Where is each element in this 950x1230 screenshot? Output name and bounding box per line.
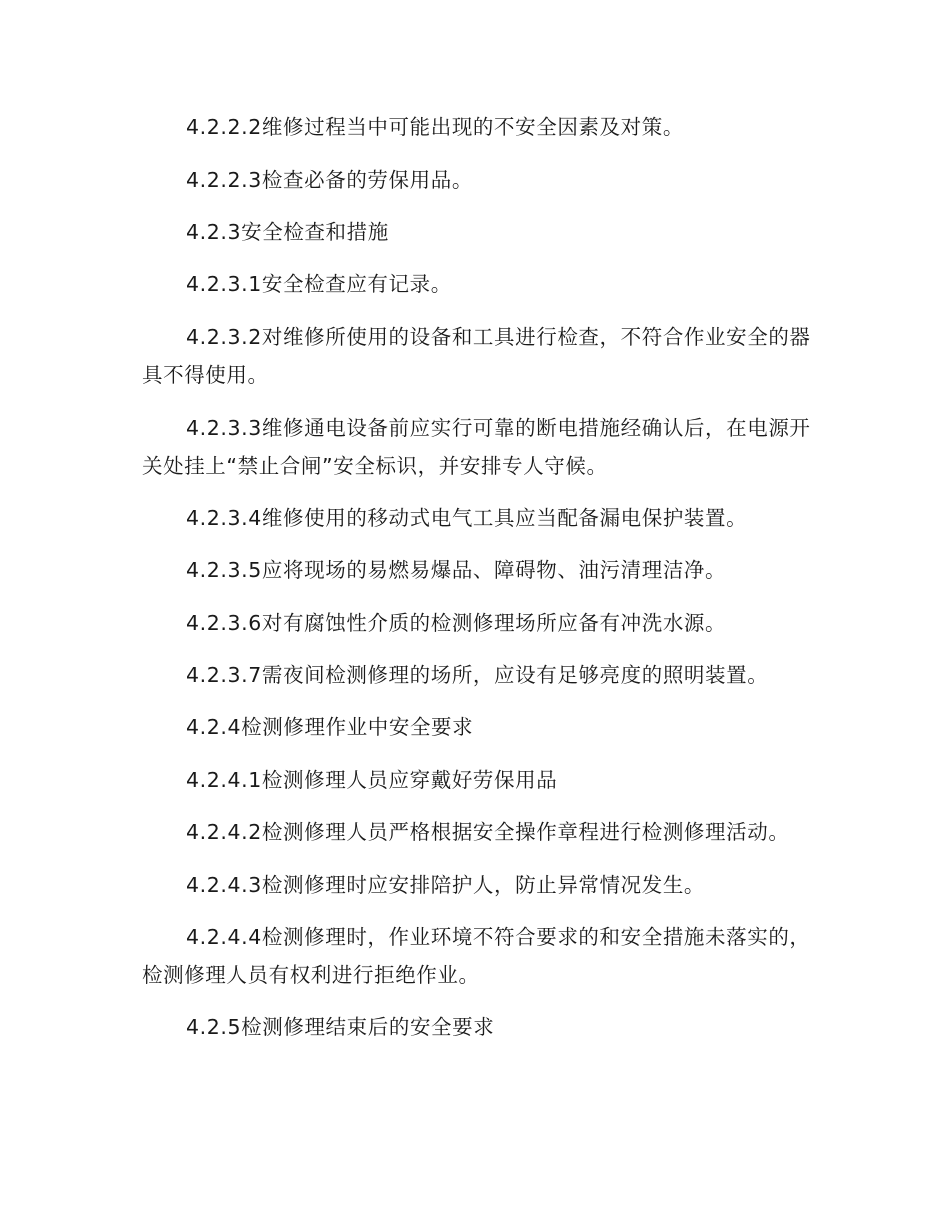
paragraph-4-2-4-3: 4.2.4.3检测修理时应安排陪护人，防止异常情况发生。 [186, 873, 706, 897]
paragraph-4-2-3-3: 4.2.3.3维修通电设备前应实行可靠的断电措施经确认后，在电源开关处挂上“禁止合闸”安全标识，并安排专人守候。 [142, 416, 811, 478]
heading-4-2-5: 4.2.5检测修理结束后的安全要求 [186, 1015, 495, 1039]
paragraph-4-2-2-2: 4.2.2.2维修过程当中可能出现的不安全因素及对策。 [186, 115, 684, 139]
paragraph-4-2-4-4: 4.2.4.4检测修理时，作业环境不符合要求的和安全措施未落实的，检测修理人员有权利进行拒绝作业。 [142, 925, 811, 987]
paragraph-4-2-4-2: 4.2.4.2检测修理人员严格根据安全操作章程进行检测修理活动。 [186, 820, 790, 844]
paragraph-4-2-2-3: 4.2.2.3检查必备的劳保用品。 [186, 168, 473, 192]
paragraph-4-2-3-2: 4.2.3.2对维修所使用的设备和工具进行检查，不符合作业安全的器具不得使用。 [142, 325, 811, 387]
heading-4-2-4: 4.2.4检测修理作业中安全要求 [186, 715, 474, 739]
paragraph-4-2-3-1: 4.2.3.1安全检查应有记录。 [186, 272, 452, 296]
paragraph-4-2-3-7: 4.2.3.7需夜间检测修理的场所，应设有足够亮度的照明装置。 [186, 663, 769, 687]
heading-4-2-3: 4.2.3安全检查和措施 [186, 220, 389, 244]
paragraph-4-2-3-4: 4.2.3.4维修使用的移动式电气工具应当配备漏电保护装置。 [186, 506, 748, 530]
paragraph-4-2-3-6: 4.2.3.6对有腐蚀性介质的检测修理场所应备有冲洗水源。 [186, 611, 727, 635]
paragraph-4-2-3-5: 4.2.3.5应将现场的易燃易爆品、障碍物、油污清理洁净。 [186, 558, 727, 582]
paragraph-4-2-4-1: 4.2.4.1检测修理人员应穿戴好劳保用品 [186, 768, 558, 792]
